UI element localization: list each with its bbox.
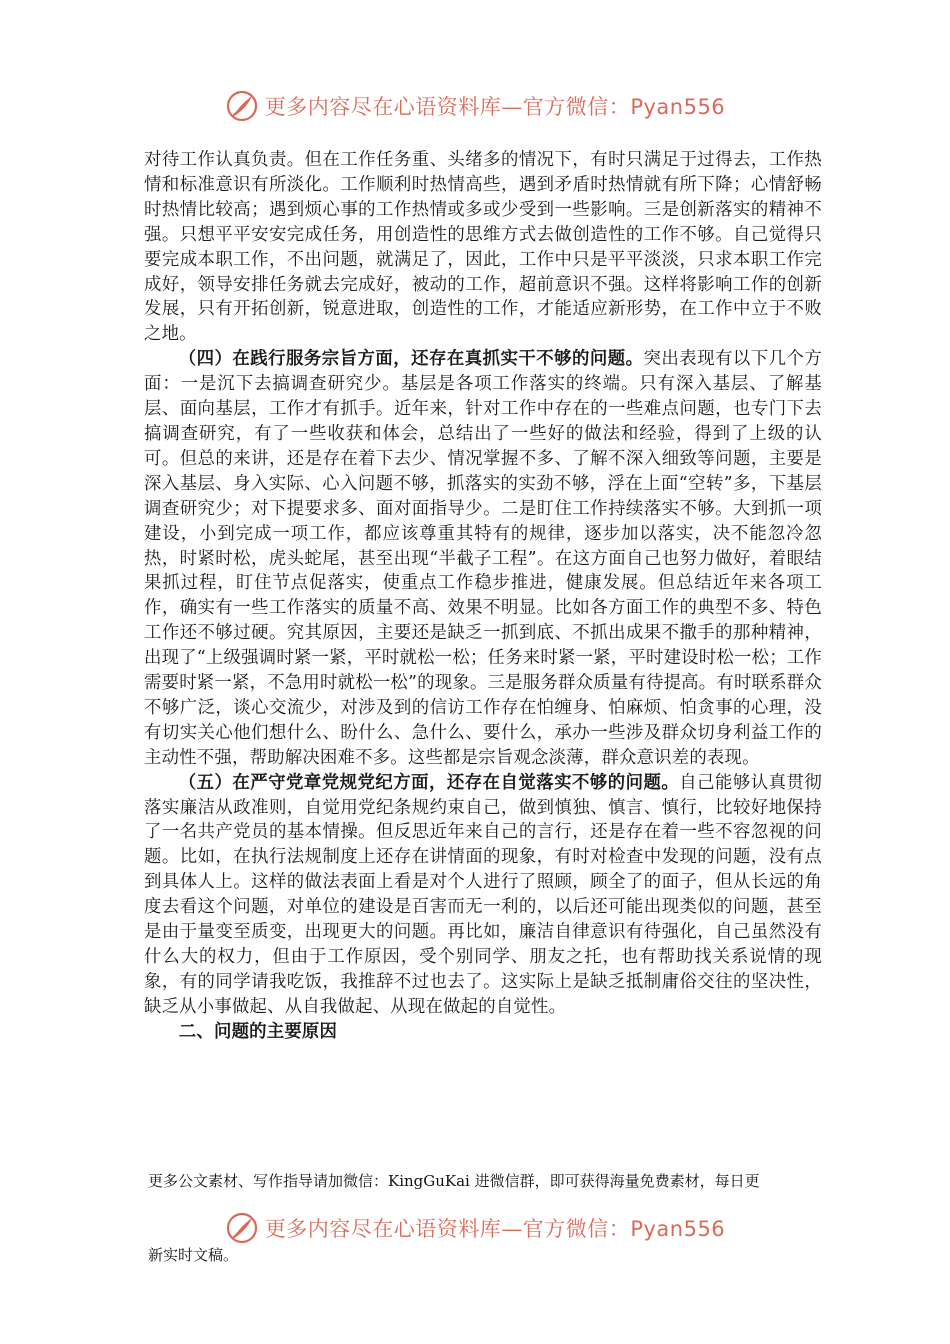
paragraph: （四）在践行服务宗旨方面，还存在真抓实干不够的问题。突出表现有以下几个方面：一是沉下去搞调查研究少。基层是各项工作落实的终端。只有深入基层、了解基层、面向基层，工作才有抓手。近年来，针对工作中存在的一些难点问题，也专门下去搞调查研究，有了一些收获和体会，总结出了一些好的做法和经验，得到了上级的认可。但总的来讲，还是存在着下去少、情况掌握不多、了解不深入细致等问题，主要是深入基层、身入实际、心入问题不够，抓落实的实劲不够，浮在上面“空转”多，下基层调查研究少；对下提要求多、面对面指导少。二是盯住工作持续落实不够。大到抓一项建设，小到完成一项工作，都应该尊重其特有的规律，逐步加以落实，决不能忽冷忽热，时紧时松，虎头蛇尾，甚至出现“半截子工程”。在这方面自己也努力做好，着眼结果抓过程，盯住节点促落实，使重点工作稳步推进，健康发展。但总结近年来各项工作，确实有一些工作落实的质量不高、效果不明显。比如各方面工作的典型不多、特色工作还不够过硬。究其原因，主要还是缺乏一抓到底、不抓出成果不撒手的那种精神，出现了“上级强调时紧一紧，平时就松一松；任务来时紧一紧，平时建设时松一松；工作需要时紧一紧，不急用时就松一松”的现象。三是服务群众质量有待提高。有时联系群众不够广泛，谈心交流少，对涉及到的信访工作存在怕缠身、怕麻烦、怕贪事的心理，没有切实关心他们想什么、盼什么、急什么、要什么，承办一些涉及群众切身利益工作的主动性不强，帮助解决困难不多。这些都是宗旨观念淡薄，群众意识差的表现。 (144, 349, 822, 768)
quill-logo-icon (225, 1211, 259, 1245)
watermark-text: 更多内容尽在心语资料库—官方微信：Pyan556 (264, 95, 726, 119)
header-watermark-banner (0, 86, 950, 126)
section-heading: 二、问题的主要原因 (178, 1021, 338, 1042)
footer-note-tail: 新实时文稿。 (148, 1246, 239, 1264)
paragraph: 对待工作认真负责。但在工作任务重、头绪多的情况下，有时只满足于过得去，工作热情和标准意识有所淡化。工作顺利时热情高些，遇到矛盾时热情就有所下降；心情舒畅时热情比较高；遇到烦心事的工作热情或多或少受到一些影响。三是创新落实的精神不强。只想平平安安完成任务，用创造性的思维方式去做创造性的工作不够。自己觉得只要完成本职工作，不出问题，就满足了，因此，工作中只是平平淡淡，只求本职工作完成好，领导安排任务就去完成好，被动的工作，超前意识不强。这样将影响工作的创新发展，只有开拓创新，锐意进取，创造性的工作，才能适应新形势，在工作中立于不败之地。 (144, 150, 822, 345)
footer-note: 更多公文素材、写作指导请加微信：KingGuKai 进微信群，即可获得海量免费素材，每日更 (148, 1172, 760, 1190)
quill-logo-icon (225, 89, 259, 123)
footer-watermark-banner (0, 1208, 950, 1248)
document-body (144, 148, 822, 1045)
section-lead: （五）在严守党章党规党纪方面，还存在自觉落实不够的问题。 (178, 772, 680, 793)
paragraph: （五）在严守党章党规党纪方面，还存在自觉落实不够的问题。自己能够认真贯彻落实廉洁从政准则，自觉用党纪条规约束自己，做到慎独、慎言、慎行，比较好地保持了一名共产党员的基本情操。但反思近年来自己的言行，还是存在着一些不容忽视的问题。比如，在执行法规制度上还存在讲情面的现象，有时对检查中发现的问题，没有点到具体人上。这样的做法表面上看是对个人进行了照顾，顾全了的面子，但从长远的角度去看这个问题，对单位的建设是百害而无一利的，以后还可能出现类似的问题，甚至是由于量变至质变，出现更大的问题。再比如，廉洁自律意识有待强化，自己虽然没有什么大的权力，但由于工作原因，受个别同学、朋友之托，也有帮助找关系说情的现象，有的同学请我吃饭，我推辞不过也去了。这实际上是缺乏抵制庸俗交往的坚决性，缺乏从小事做起、从自我做起、从现在做起的自觉性。 (144, 772, 822, 1017)
section-lead: （四）在践行服务宗旨方面，还存在真抓实干不够的问题。 (178, 349, 644, 370)
watermark-text: 更多内容尽在心语资料库—官方微信：Pyan556 (264, 1217, 726, 1241)
